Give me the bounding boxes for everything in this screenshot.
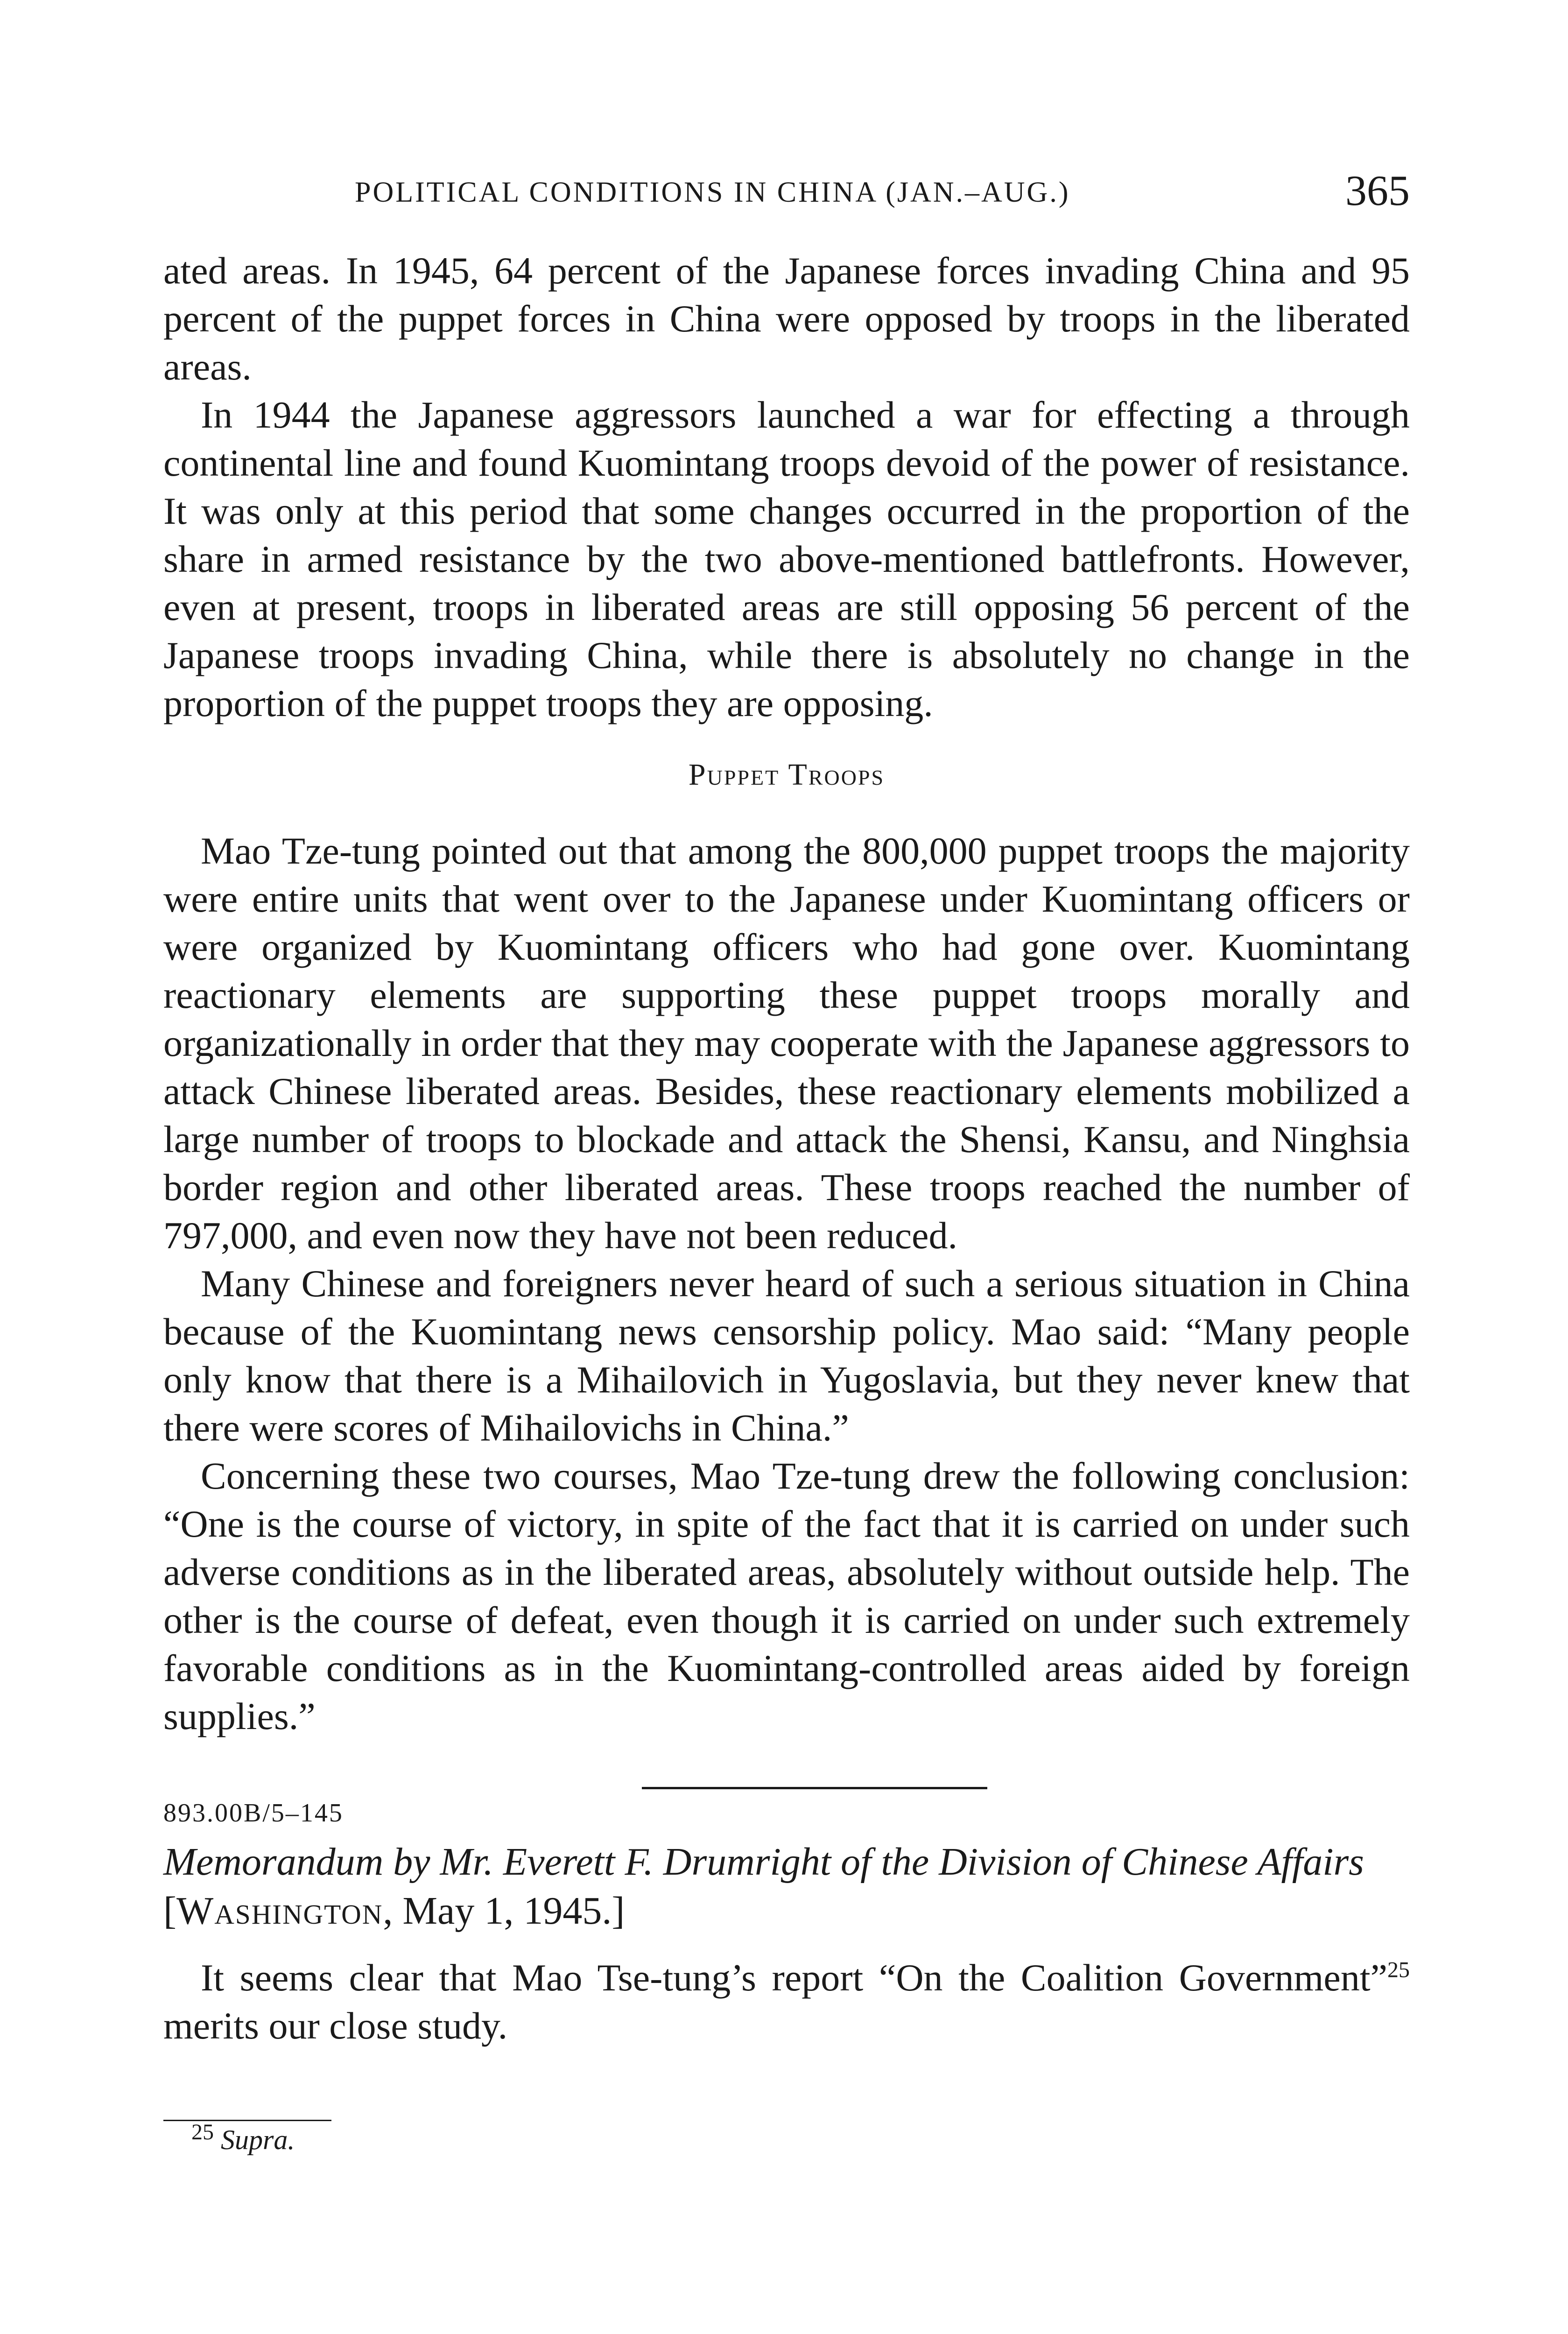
paragraph: ated areas. In 1945, 64 percent of the Japanese forces invading China and 95 percent of the puppet forces in China were opposed by troops in the liberated areas. (163, 249, 1410, 388)
footnote (163, 2121, 1410, 2158)
dateline-date: , May 1, 1945.] (383, 1889, 625, 1933)
paragraph: Mao Tze-tung pointed out that among the 800,000 puppet troops the majority were entire units that went over to the Japanese under Kuomintang officers or were organized by Kuomintang officers who had gone over. Kuomintang reactionary elements are supporting these puppet troops morally and organizationally in order that they may cooperate with the Japanese aggressors to attack Chinese liberated areas. Besides, these reactionary elements mobilized a large number of troops to blockade and attack the Shensi, Kansu, and Ninghsia border region and other liberated areas. These troops reached the number of 797,000, and even now they have not been reduced. (163, 830, 1410, 1257)
paragraph-text: It seems clear that Mao Tse-tung’s report “On the Coalition Government” (201, 1956, 1387, 1999)
section-heading: Puppet Troops (688, 758, 885, 792)
paragraph: Many Chinese and foreigners never heard of such a serious situation in China because of the Kuomintang news censorship policy. Mao said: “Many people only know that there is a Mihailovich in Yugoslavia, but they never knew that there were scores of Mihailovichs in China.” (163, 1262, 1410, 1449)
document-reference: 893.00B/5–145 (163, 1799, 344, 1828)
page-header (163, 166, 1410, 222)
dateline-place: Washington (176, 1889, 383, 1933)
page-number: 365 (1345, 167, 1410, 214)
footnote-reference: 25 (1387, 1957, 1410, 1982)
section-divider (642, 1787, 987, 1789)
paragraph: Concerning these two courses, Mao Tze-tung drew the following conclusion: “One is the course of victory, in spite of the fact that it is carried on under such adverse conditions as in the liberated areas, absolutely without outside help. The other is the course of defeat, even though it is carried on under such extremely favorable conditions as in the Kuomintang-controlled areas aided by foreign supplies.” (163, 1455, 1410, 1737)
paragraph-text: merits our close study. (163, 2004, 508, 2047)
running-title: POLITICAL CONDITIONS IN CHINA (JAN.–AUG.) (355, 176, 1070, 208)
dateline-open: [ (163, 1889, 176, 1933)
paragraph: In 1944 the Japanese aggressors launched a war for effecting a through continental line and found Kuomintang troops devoid of the power of resistance. It was only at this period that some changes occurred in the proportion of the share in armed resistance by the two above-mentioned battlefronts. However, even at present, troops in liberated areas are still opposing 56 percent of the Japanese troops invading China, while there is absolutely no change in the proportion of the puppet troops they are opposing. (163, 394, 1410, 724)
footnote-number: 25 (191, 2120, 214, 2144)
dateline (163, 1887, 1410, 1935)
memorandum-title: Memorandum by Mr. Everett F. Drumright of the Division of Chinese Affairs (163, 1840, 1364, 1884)
page-body (163, 246, 1410, 2158)
paragraph (163, 1954, 1410, 2050)
footnote-text: Supra. (221, 2124, 295, 2155)
